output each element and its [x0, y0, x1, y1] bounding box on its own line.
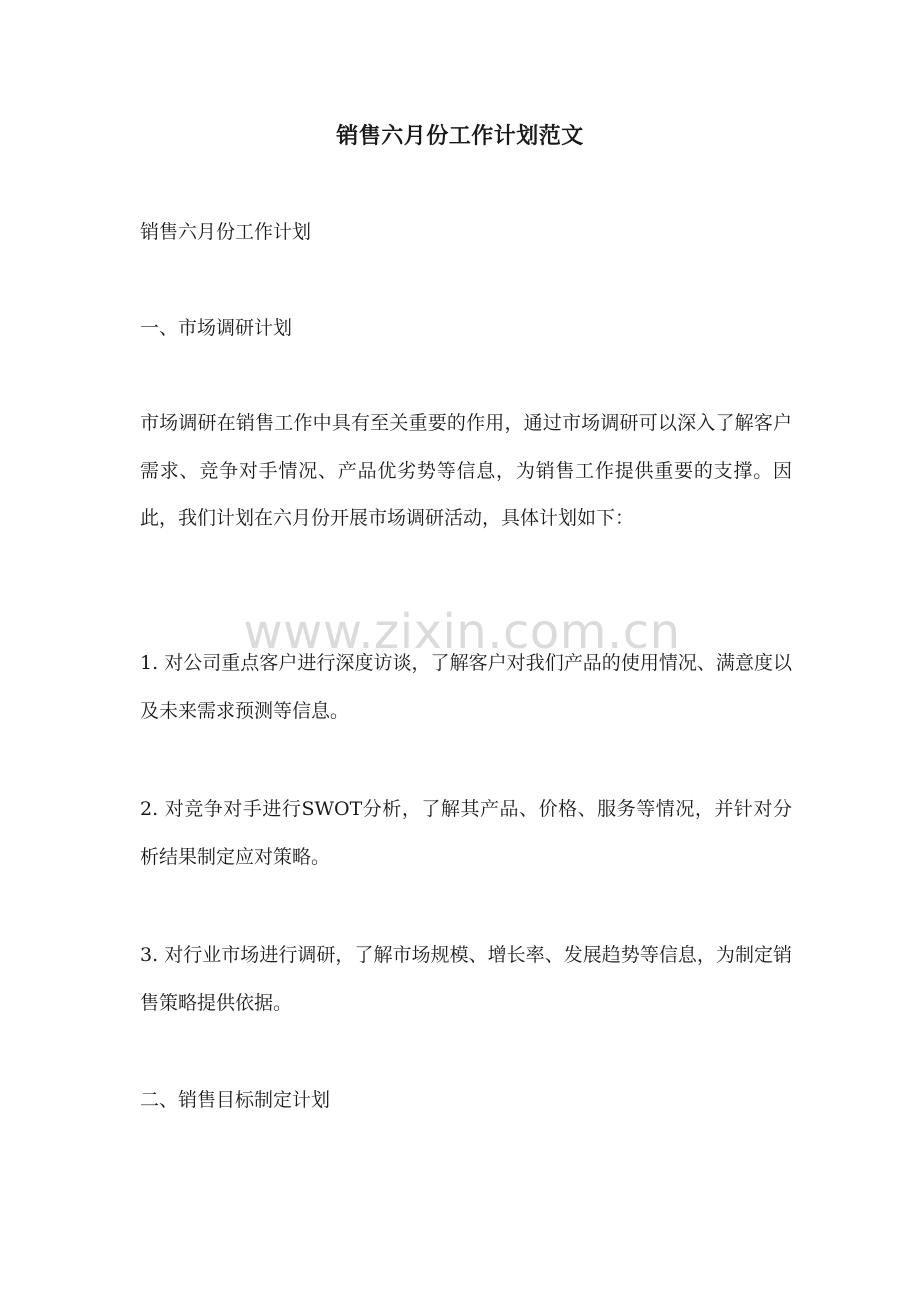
intro-paragraph: 市场调研在销售工作中具有至关重要的作用，通过市场调研可以深入了解客户需求、竞争对手情况、产品优劣势等信息，为销售工作提供重要的支撑。因此，我们计划在六月份开展市场调研活动，具体计划如下： — [140, 412, 792, 529]
list-item-1: 1. 对公司重点客户进行深度访谈，了解客户对我们产品的使用情况、满意度以及未来需求预测等信息。 — [140, 652, 792, 722]
list-item-2: 2. 对竞争对手进行SWOT分析，了解其产品、价格、服务等情况，并针对分析结果制定应对策略。 — [140, 798, 792, 868]
document-subtitle: 销售六月份工作计划 — [140, 221, 312, 243]
section-heading-market-research: 一、市场调研计划 — [140, 317, 293, 339]
section-heading-sales-target: 二、销售目标制定计划 — [140, 1089, 331, 1111]
watermark: www.zixin.com.cn — [243, 604, 681, 660]
document-title: 销售六月份工作计划范文 — [336, 123, 584, 149]
list-item-3: 3. 对行业市场进行调研，了解市场规模、增长率、发展趋势等信息，为制定销售策略提供依据。 — [140, 944, 792, 1014]
